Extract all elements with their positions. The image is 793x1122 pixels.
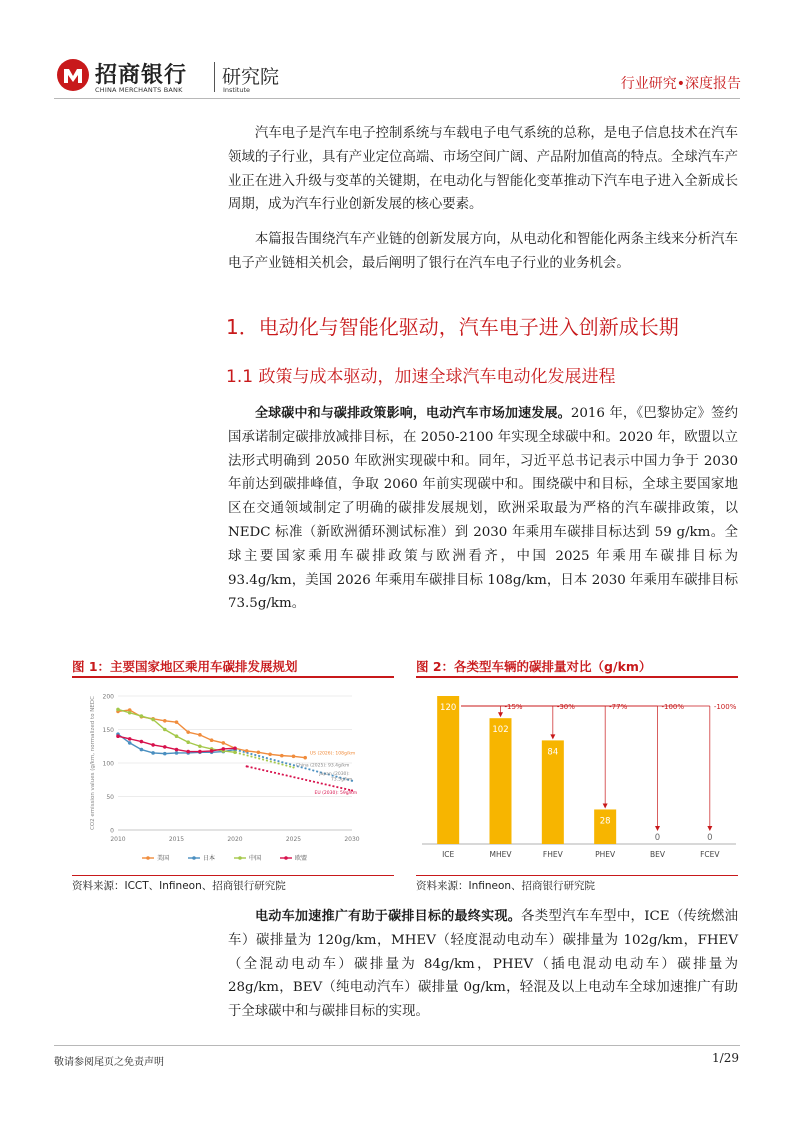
data-point: [128, 711, 132, 715]
x-tick-label: ICE: [442, 850, 455, 859]
figure-1-title: 图 1：主要国家地区乘用车碳排发展规划: [72, 659, 298, 674]
y-tick-label: 150: [102, 727, 114, 734]
data-point: [280, 754, 284, 758]
legend-marker: [146, 856, 150, 860]
data-point: [268, 752, 272, 756]
logo-divider: [214, 62, 215, 92]
series-line-中国目标: [235, 752, 294, 767]
x-tick-label: 2015: [168, 836, 185, 843]
annotation-eu: EU (2030): 59g/km: [314, 790, 358, 796]
bar-value-label: 0: [707, 833, 713, 843]
figure-2-source-rule: [416, 875, 738, 876]
data-point: [175, 734, 179, 738]
y-tick-label: 50: [106, 794, 114, 801]
figure-2-source: 资料来源：Infineon、招商银行研究院: [416, 880, 596, 892]
y-tick-label: 200: [102, 693, 114, 701]
data-point: [246, 765, 248, 767]
bar-ICE: [437, 696, 459, 844]
reduction-label: -15%: [504, 703, 523, 711]
legend-marker: [284, 856, 288, 860]
reduction-label: -77%: [609, 703, 628, 711]
bar-value-label: 102: [492, 725, 509, 736]
bar-value-label: 120: [440, 703, 457, 713]
figure-2-bar-chart: [416, 684, 738, 870]
x-tick-label: 2020: [227, 836, 243, 843]
section-1-heading: 1．电动化与智能化驱动，汽车电子进入创新成长期: [226, 315, 679, 339]
body-paragraph-ev: 电动车加速推广有助于碳排目标的最终实现。各类型汽车车型中，ICE（传统燃油车）碳排量为 120g/km，MHEV（轻度混动电动车）碳排量为 102g/km，FHEV（全混动电动车）碳排量为 84g/km，PHEV（插电混动电动车）碳排量为 28g/km，BEV（纯电动汽车）碳排量 0g/km，轻混及以上电动车全球加速推广有助于全球碳中和与碳排目标的实现。: [228, 909, 738, 1020]
paragraph-lead: 电动车加速推广有助于碳排目标的最终实现。: [254, 909, 522, 924]
x-tick-label: PHEV: [595, 850, 616, 859]
intro-paragraph-2: 本篇报告围绕汽车产业链的创新发展方向，从电动化和智能化两条主线来分析汽车电子产业链相关机会，最后阐明了银行在汽车电子行业的业务机会。: [228, 232, 738, 271]
y-axis-label: CO2 emission values (g/km, normalized to NEDC: [90, 696, 96, 830]
data-point: [198, 750, 202, 754]
data-point: [175, 751, 179, 755]
bar-value-label: 28: [599, 816, 611, 827]
legend-label: 欧盟: [295, 855, 308, 862]
data-point: [198, 733, 202, 737]
data-point: [163, 719, 167, 723]
data-point: [186, 730, 190, 734]
figure-2-rule: [416, 676, 738, 678]
data-point: [175, 748, 179, 752]
data-point: [304, 757, 306, 759]
data-point: [186, 740, 190, 744]
figure-1-source: 资料来源：ICCT、Infineon、招商银行研究院: [72, 880, 286, 892]
data-point: [292, 755, 296, 759]
bar-value-label: 84: [547, 747, 559, 758]
data-point: [140, 714, 144, 718]
data-point: [140, 748, 144, 752]
data-point: [234, 751, 236, 753]
data-point: [210, 749, 214, 753]
figure-1-source-rule: [72, 875, 394, 876]
y-tick-label: 100: [102, 760, 114, 768]
reduction-arrowhead: [498, 712, 503, 717]
figure-1-line-chart: [72, 684, 394, 870]
section-1-1-heading: 1.1 政策与成本驱动，加速全球汽车电动化发展进程: [226, 367, 616, 387]
annotation-china: China (2025): 93.4g/km: [295, 763, 350, 769]
legend-label: 日本: [203, 855, 216, 862]
data-point: [128, 741, 132, 745]
data-point: [175, 720, 179, 724]
annotation-japan-value: 73.5g/km: [330, 777, 353, 783]
reduction-arrowhead: [603, 803, 608, 808]
paragraph-lead: 全球碳中和与碳排政策影响，电动汽车市场加速发展。: [254, 406, 571, 421]
data-point: [128, 737, 132, 741]
data-point: [163, 728, 167, 732]
data-point: [163, 752, 167, 756]
institute-name: 研究院: [222, 66, 280, 88]
data-point: [222, 747, 226, 751]
header-divider: [54, 98, 740, 99]
bar-PHEV: [594, 809, 616, 844]
x-tick-label: FHEV: [542, 850, 563, 859]
x-tick-label: 2030: [344, 836, 360, 843]
page-number: 1/29: [712, 1051, 739, 1065]
x-tick-label: 2010: [110, 836, 126, 843]
data-point: [222, 741, 226, 745]
bar-MHEV: [490, 718, 512, 844]
x-tick-label: BEV: [649, 850, 666, 859]
legend-label: 美国: [157, 855, 170, 862]
reduction-arrowhead: [655, 826, 660, 831]
bank-name-en: CHINA MERCHANTS BANK: [95, 86, 183, 94]
reduction-label: -30%: [556, 703, 575, 711]
disclaimer-link[interactable]: 敬请参阅尾页之免责声明: [54, 1057, 164, 1068]
data-point: [151, 751, 155, 755]
figure-1-rule: [72, 676, 394, 678]
data-point: [292, 766, 294, 768]
data-point: [257, 750, 261, 754]
data-point: [198, 744, 202, 748]
legend-marker: [238, 856, 242, 860]
annotation-us: US (2026): 108g/km: [309, 751, 356, 757]
legend-marker: [192, 856, 196, 860]
x-tick-label: 2025: [285, 836, 302, 843]
report-type: 行业研究•深度报告: [620, 76, 741, 92]
body-paragraph-policy: 全球碳中和与碳排政策影响，电动汽车市场加速发展。2016 年，《巴黎协定》签约国承诺制定碳排放减排目标，在 2050-2100 年实现全球碳中和。2020 年，欧盟以立法形式明确到 2050 年欧洲实现碳中和。同年，习近平总书记表示中国力争于 2030 年前达到碳排峰值，争取 2060 年前实现碳中和。围绕碳中和目标，全球主要国家地区在交通领域制定了明确的碳排发展规划，欧洲采取最为严格的汽车碳排政策，以 NEDC 标准（新欧洲循环测试标准）到 2030 年乘用车碳排目标达到 59 g/km。全球主要国家乘用车碳排政策与欧洲看齐，中国 2025 年乘用车碳排目标为 93.4g/km，美国 2026 年乘用车碳排目标 108g/km，日本 2030 年乘用车碳排目标 73.5g/km。: [228, 406, 738, 612]
bank-name: 招商银行: [95, 63, 188, 88]
data-point: [233, 746, 237, 750]
legend-label: 中国: [249, 855, 262, 862]
data-point: [163, 745, 167, 749]
figure-2-title: 图 2：各类型车辆的碳排量对比（g/km）: [416, 659, 652, 674]
bank-logo-icon: [56, 58, 90, 92]
data-point: [116, 708, 120, 712]
reduction-label: -100%: [661, 703, 685, 711]
data-point: [140, 740, 144, 744]
data-point: [210, 738, 214, 742]
reduction-arrowhead: [707, 826, 712, 831]
x-tick-label: FCEV: [700, 850, 720, 859]
reduction-label: -100%: [713, 703, 737, 711]
bar-value-label: 0: [654, 833, 661, 843]
institute-name-en: Institute: [223, 86, 250, 94]
data-point: [151, 718, 155, 722]
reduction-arrowhead: [550, 734, 555, 739]
x-tick-label: MHEV: [489, 850, 512, 859]
data-point: [151, 743, 155, 747]
intro-paragraph-1: 汽车电子是汽车电子控制系统与车载电子电气系统的总称，是电子信息技术在汽车领域的子行业，具有产业定位高端、市场空间广阔、产品附加值高的特点。全球汽车产业正在进入升级与变革的关键期，在电动化与智能化变革推动下汽车电子进入全新成长周期，成为汽车行业创新发展的核心要素。: [228, 126, 738, 213]
data-point: [116, 734, 120, 738]
data-point: [186, 750, 190, 754]
footer-divider: [54, 1045, 740, 1046]
y-tick-label: 0: [110, 827, 114, 835]
annotation-japan: Japan (2030):: [319, 772, 350, 778]
